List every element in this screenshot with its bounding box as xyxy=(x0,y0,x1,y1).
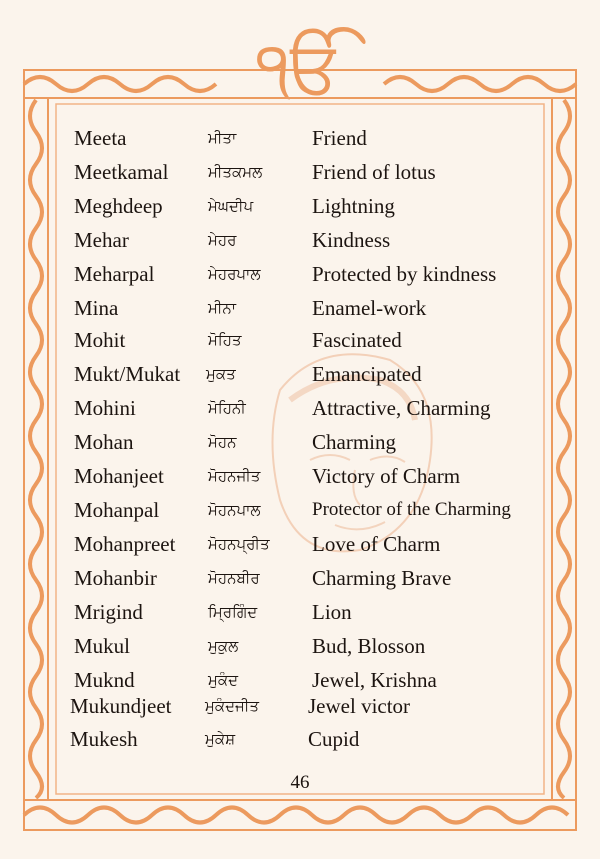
entry-name: Mukesh xyxy=(70,727,138,751)
entry-meaning: Jewel, Krishna xyxy=(312,668,437,692)
entry-punjabi: ਮੋਹਨਪਾਲ xyxy=(208,501,261,519)
entry-name: Meeta xyxy=(74,126,127,150)
entry-punjabi: ਮੁਕੰਦਜੀਤ xyxy=(205,697,259,715)
list-item xyxy=(0,694,600,728)
list-item xyxy=(0,160,600,194)
entry-punjabi: ਮੁਕੰਦ xyxy=(208,671,239,689)
entry-name: Mohanbir xyxy=(74,566,157,590)
entry-name: Mohanjeet xyxy=(74,464,164,488)
entry-meaning: Victory of Charm xyxy=(312,464,461,488)
entry-name: Mohanpal xyxy=(74,498,160,522)
list-item xyxy=(0,328,600,362)
entry-punjabi: ਮੇਹਰ xyxy=(208,231,237,249)
entry-meaning: Charming xyxy=(312,430,396,454)
entry-punjabi: ਮੇਹਰਪਾਲ xyxy=(208,265,261,283)
entry-name: Meghdeep xyxy=(74,194,163,218)
list-item xyxy=(0,464,600,498)
entry-punjabi: ਮ੍ਰਿਗਿੰਦ xyxy=(208,603,258,621)
entry-name: Mohanpreet xyxy=(74,532,176,556)
entry-name: Mohit xyxy=(74,328,126,352)
entry-meaning: Lightning xyxy=(312,194,395,218)
list-item xyxy=(0,362,600,396)
entry-meaning: Jewel victor xyxy=(308,694,411,718)
entry-name: Mukul xyxy=(74,634,131,658)
entry-meaning: Protector of the Charming xyxy=(312,499,511,520)
entry-name: Mrigind xyxy=(74,600,143,624)
entry-punjabi: ਮੋਹਿਨੀ xyxy=(208,399,246,417)
page-number: 46 xyxy=(290,772,310,793)
entry-punjabi: ਮੁਕੇਸ਼ xyxy=(205,730,236,748)
entry-meaning: Protected by kindness xyxy=(312,262,497,286)
entry-meaning: Attractive, Charming xyxy=(312,396,491,420)
list-item xyxy=(0,296,600,330)
ik-onkar-symbol: ੴ xyxy=(256,25,344,109)
entry-punjabi: ਮੇਘਦੀਪ xyxy=(208,197,254,215)
entry-name: Mina xyxy=(74,296,119,320)
entry-punjabi: ਮੋਹਨ xyxy=(208,433,237,451)
entry-meaning: Charming Brave xyxy=(312,566,452,590)
entry-name: Mukundjeet xyxy=(70,694,172,718)
list-item xyxy=(0,532,600,566)
entry-meaning: Cupid xyxy=(308,727,360,751)
list-item xyxy=(0,600,600,634)
list-item xyxy=(0,498,600,532)
entry-meaning: Lion xyxy=(312,600,352,624)
entry-punjabi: ਮੋਹਨਪ੍ਰੀਤ xyxy=(208,535,270,553)
entry-punjabi: ਮੋਹਿਤ xyxy=(208,331,242,349)
list-item xyxy=(0,396,600,430)
entry-punjabi: ਮੀਤਕਮਲ xyxy=(208,163,263,181)
entry-meaning: Kindness xyxy=(312,228,391,252)
entry-meaning: Emancipated xyxy=(312,362,422,386)
list-item xyxy=(0,228,600,262)
list-item xyxy=(0,430,600,464)
entry-punjabi: ਮੀਤਾ xyxy=(208,129,237,147)
list-item xyxy=(0,262,600,296)
entry-meaning: Fascinated xyxy=(312,328,402,352)
entry-punjabi: ਮੋਹਨਬੀਰ xyxy=(208,569,260,587)
entry-meaning: Friend of lotus xyxy=(312,160,436,184)
entry-name: Mehar xyxy=(74,228,129,252)
entry-punjabi: ਮੀਨਾ xyxy=(208,299,237,317)
entry-name: Mukt/Mukat xyxy=(74,362,181,386)
list-item xyxy=(0,566,600,600)
entry-meaning: Bud, Blosson xyxy=(312,634,426,658)
entry-punjabi: ਮੋਹਨਜੀਤ xyxy=(208,467,261,485)
entry-punjabi: ਮੁਕੁਲ xyxy=(208,637,239,655)
entry-meaning: Enamel-work xyxy=(312,296,427,320)
list-item xyxy=(0,634,600,668)
entry-name: Mohini xyxy=(74,396,136,420)
entry-name: Meetkamal xyxy=(74,160,169,184)
entry-name: Muknd xyxy=(74,668,135,692)
entry-name: Mohan xyxy=(74,430,134,454)
entry-meaning: Love of Charm xyxy=(312,532,441,556)
entry-name: Meharpal xyxy=(74,262,155,286)
list-item xyxy=(0,727,600,761)
entry-punjabi: ਮੁਕਤ xyxy=(206,365,236,383)
entry-meaning: Friend xyxy=(312,126,367,150)
list-item xyxy=(0,194,600,228)
list-item xyxy=(0,126,600,160)
